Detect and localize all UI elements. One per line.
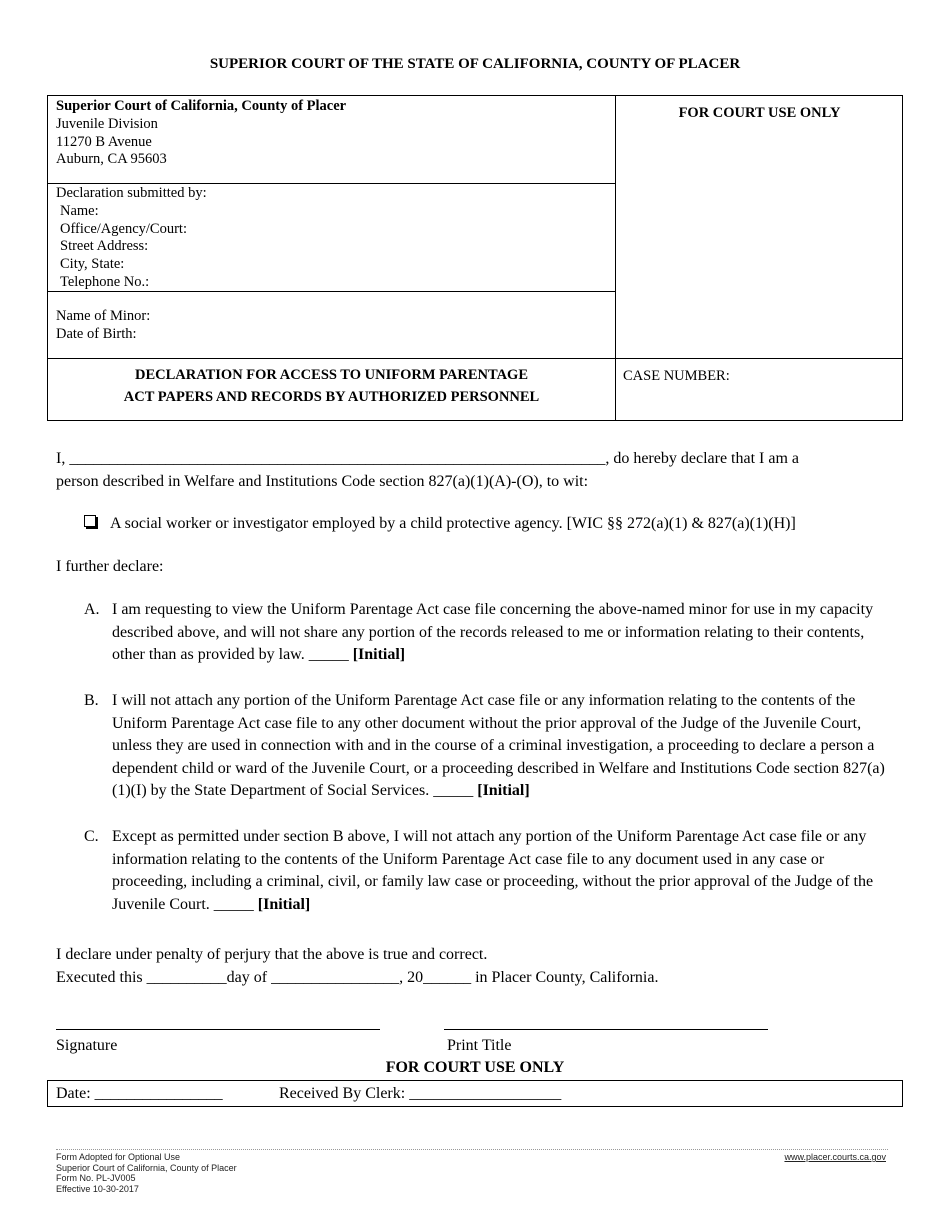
declaration-item-c [84, 826, 894, 916]
caption-rule [48, 183, 615, 184]
form-title-line2: ACT PAPERS AND RECORDS BY AUTHORIZED PERSONNEL [123, 389, 540, 405]
item-letter: B. [84, 692, 99, 709]
signature-line[interactable] [56, 1029, 380, 1030]
perjury-statement [56, 944, 896, 989]
checkbox-label: A social worker or investigator employed by a child protective agency. [WIC §§ 272(a)(1) & 827(a)(1)(H)] [110, 515, 796, 532]
form-info [56, 1152, 237, 1194]
minor-block [56, 308, 150, 344]
minor-dob-field[interactable]: Date of Birth: [56, 325, 137, 342]
minor-name-field[interactable]: Name of Minor: [56, 308, 151, 324]
date-field[interactable]: Date: ________________ [56, 1085, 223, 1102]
item-text: I am requesting to view the Uniform Parentage Act case file concerning the above-named minor for use in my capacity described above, and will not share any portion of the records released to me or information relating to their contents, other than as provided by law. _____ [112, 601, 874, 663]
case-number-field[interactable]: CASE NUMBER: [623, 368, 730, 384]
court-name: Superior Court of California, County of Placer [56, 98, 347, 114]
intro-line2: person described in Welfare and Institutions Code section 827(a)(1)(A)-(O), to wit: [56, 472, 589, 490]
further-declare: I further declare: [56, 558, 164, 575]
caption-table [47, 95, 903, 421]
submitter-office-field[interactable]: Office/Agency/Court: [60, 220, 187, 237]
court-street: 11270 B Avenue [56, 133, 152, 150]
submitter-block [56, 185, 207, 292]
court-city: Auburn, CA 95603 [56, 151, 167, 168]
print-title-label: Print Title [447, 1037, 512, 1054]
form-info-line2: Superior Court of California, County of Placer [56, 1162, 237, 1173]
print-title-line[interactable] [444, 1029, 768, 1030]
declarant-name-line[interactable]: I, ___________________________________________________________________, do hereby declare that I am a [56, 450, 800, 467]
caption-divider [615, 96, 616, 420]
clerk-box [47, 1080, 903, 1107]
footer-court-use: FOR COURT USE ONLY [385, 1059, 565, 1076]
checkbox-icon[interactable] [84, 515, 96, 527]
form-info-line1: Form Adopted for Optional Use [56, 1152, 181, 1162]
submitter-phone-field[interactable]: Telephone No.: [60, 273, 150, 290]
court-division: Juvenile Division [56, 115, 158, 132]
perjury-line: I declare under penalty of perjury that the above is true and correct. [56, 946, 488, 963]
website-link[interactable]: www.placer.courts.ca.gov [784, 1152, 886, 1162]
initial-field[interactable]: [Initial] [477, 782, 530, 799]
received-by-clerk-field[interactable]: Received By Clerk: ___________________ [279, 1085, 562, 1102]
submitter-heading: Declaration submitted by: [56, 185, 207, 201]
form-info-line3: Form No. PL-JV005 [56, 1173, 136, 1183]
signature-label: Signature [56, 1037, 118, 1054]
initial-field[interactable]: [Initial] [352, 646, 406, 663]
item-letter: C. [84, 828, 99, 845]
declaration-item-b [84, 690, 894, 803]
court-use-header: FOR COURT USE ONLY [678, 105, 841, 121]
footer-rule [56, 1149, 888, 1150]
court-title: SUPERIOR COURT OF THE STATE OF CALIFORNIA, COUNTY OF PLACER [209, 56, 741, 72]
caption-rule [48, 358, 902, 359]
submitter-street-field[interactable]: Street Address: [60, 238, 149, 255]
executed-line[interactable]: Executed this __________day of ________________, 20______ in Placer County, California. [56, 968, 659, 986]
declarant-intro [56, 448, 896, 493]
submitter-name-field[interactable]: Name: [60, 202, 99, 219]
form-info-line4: Effective 10-30-2017 [56, 1183, 139, 1194]
submitter-city-field[interactable]: City, State: [60, 256, 125, 273]
initial-field[interactable]: [Initial] [257, 895, 311, 913]
social-worker-option[interactable] [84, 515, 796, 533]
item-text: I will not attach any portion of the Uniform Parentage Act case file or any information relating to the contents of the Uniform Parentage Act case file to any other document without the prior approval of the Judge of the Juvenile Court, unless they are used in connection with and in the course of a criminal investigation, a proceeding to declare a person a dependent child or ward of the Juvenile Court, or a proceeding described in Welfare and Institutions Code section 827(a)(1)(I) by the State Department of Social Services. _____ [112, 692, 885, 799]
item-text: Except as permitted under section B above, I will not attach any portion of the Uniform Parentage Act case file or any information relating to the contents of the Uniform Parentage Act case file to any document used in any case or proceeding, including a criminal, civil, or family law case or proceeding, without the prior approval of the Judge of the Juvenile Court. _____ [112, 828, 874, 913]
court-address [56, 98, 346, 169]
form-title [48, 364, 615, 408]
declaration-item-a [84, 599, 894, 667]
item-letter: A. [84, 601, 100, 618]
form-title-line1: DECLARATION FOR ACCESS TO UNIFORM PARENTAGE [134, 367, 529, 383]
